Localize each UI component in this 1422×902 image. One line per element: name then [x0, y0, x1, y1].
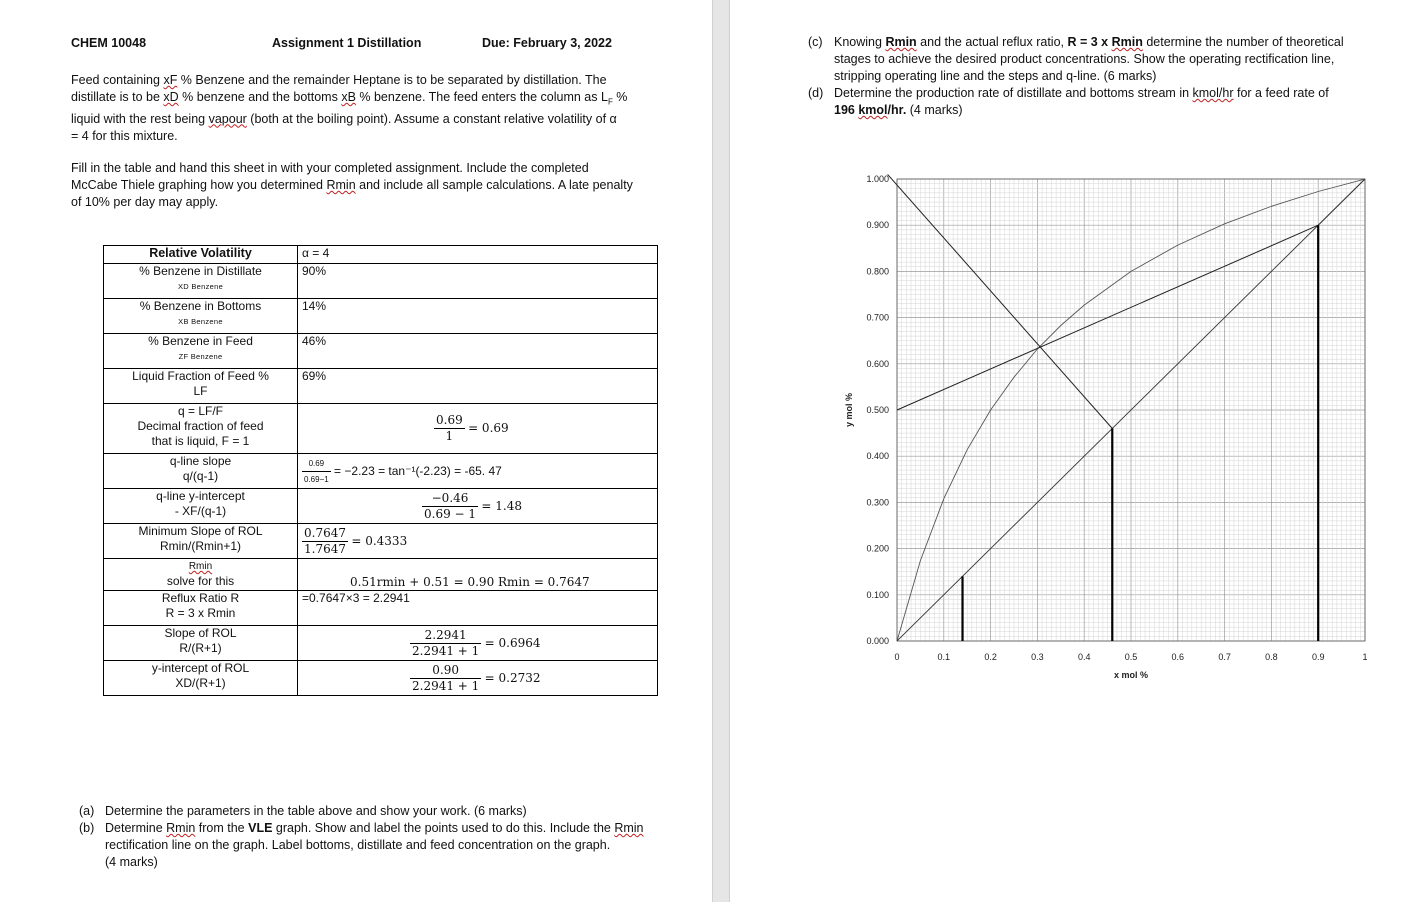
question-c: (c) Knowing Rmin and the actual reflux ratio, R = 3 x Rmin determine the number of theoretical stages to achieve the desired product concentrations. Show the operating rectification line, stripping operating line and the steps and q-line. (6 marks)	[808, 35, 1344, 83]
x-axis-label: x mol %	[1113, 670, 1149, 680]
table-row: q-line y-intercept - XF/(q-1) $\frac{-0.46}{0.69 - 1}$ = 1.48	[104, 489, 658, 524]
table-row: % Benzene in Bottoms XB Benzene 14%	[104, 299, 658, 334]
table-row: Reflux Ratio R R = 3 x Rmin =0.7647×3 = 2.2941	[104, 591, 658, 626]
x-tick-label: 0.5	[1124, 652, 1138, 662]
x-tick-label: 0.9	[1311, 652, 1325, 662]
x-tick-label: 0.7	[1218, 652, 1231, 662]
y-tick-label: 0.400	[866, 451, 889, 462]
mccabe-thiele-chart	[730, 0, 1422, 902]
due-date: Due: February 3, 2022	[482, 36, 612, 50]
x-tick-label: 0.6	[1171, 652, 1185, 662]
x-tick-label: 1	[1362, 652, 1368, 662]
y-tick-label: 0.300	[866, 497, 889, 508]
table-row: Minimum Slope of ROL Rmin/(Rmin+1) $\frac{0.7647}{1.7647}$ = 0.4333	[104, 524, 658, 559]
table-row: q-line slope q/(q-1) $\frac{0.69}{0.69-1}$ = −2.23 = tan⁻¹(-2.23) = -65. 47	[104, 454, 658, 489]
question-d: (d) Determine the production rate of distillate and bottoms stream in kmol/hr for a feed rate of 196 kmol/hr. (4 marks)	[808, 86, 1329, 117]
y-tick-label: 1.000	[866, 174, 889, 184]
table-row: % Benzene in Distillate XD Benzene 90%	[104, 264, 658, 299]
x-tick-label: 0.2	[984, 652, 997, 662]
x-tick-label: 0.3	[1031, 652, 1044, 662]
table-row: Rmin solve for this 0.51rmin + 0.51 = 0.90 Rmin = 0.7647	[104, 559, 658, 591]
right-page	[730, 0, 1422, 902]
table-row: Liquid Fraction of Feed % LF 69%	[104, 369, 658, 404]
instructions-paragraph: Fill in the table and hand this sheet in with your completed assignment. Include the completed McCabe Thiele graphing how you determined Rmin and include all sample calculations. A late penalty of 10% per day may apply.	[71, 161, 633, 209]
y-tick-label: 0.800	[866, 266, 889, 277]
x-tick-label: 0.4	[1077, 652, 1091, 662]
y-tick-label: 0.200	[866, 543, 889, 554]
page-gutter	[712, 0, 730, 902]
y-tick-label: 0.100	[866, 589, 889, 600]
y-tick-label: 0.000	[866, 636, 889, 646]
question-a: (a) Determine the parameters in the table above and show your work. (6 marks)	[79, 804, 527, 818]
table-row: % Benzene in Feed ZF Benzene 46%	[104, 334, 658, 369]
x-tick-label: 0.1	[937, 652, 951, 662]
y-tick-label: 0.500	[866, 405, 889, 415]
table-row: y-intercept of ROL XD/(R+1) $\frac{0.90}{2.2941 + 1}$ = 0.2732	[104, 661, 658, 696]
questions-a-b	[79, 803, 654, 871]
y-tick-label: 0.600	[866, 358, 889, 369]
y-tick-label: 0.900	[866, 220, 889, 231]
y-tick-label: 0.700	[866, 312, 889, 323]
parameters-table	[103, 245, 658, 696]
assignment-title: Assignment 1 Distillation	[272, 36, 422, 50]
y-axis-label: y mol %	[844, 392, 854, 428]
table-row: q = LF/F Decimal fraction of feed that is liquid, F = 1 $\frac{0.69}{1}$ = 0.69	[104, 404, 658, 454]
question-b: (b) Determine Rmin from the VLE graph. Show and label the points used to do this. Include the Rmin rectification line on the graph. Label bottoms, distillate and feed concentration on the graph. (4 marks)	[79, 821, 644, 869]
x-tick-label: 0.8	[1265, 652, 1278, 662]
x-tick-label: 0	[894, 652, 900, 662]
table-row: Relative Volatility α = 4	[104, 246, 658, 264]
table-row: Slope of ROL R/(R+1) $\frac{2.2941}{2.2941 + 1}$ = 0.6964	[104, 626, 658, 661]
course-code: CHEM 10048	[71, 36, 147, 50]
intro-paragraph: Feed containing xF % Benzene and the remainder Heptane is to be separated by distillation. The distillate is to be xD % benzene and the bottoms xB % benzene. The feed enters the column as $L_F$ % liquid with the rest being vapour (both at the boiling point). Assume a constant relative volatility of α = 4 for this mixture.	[71, 73, 628, 143]
